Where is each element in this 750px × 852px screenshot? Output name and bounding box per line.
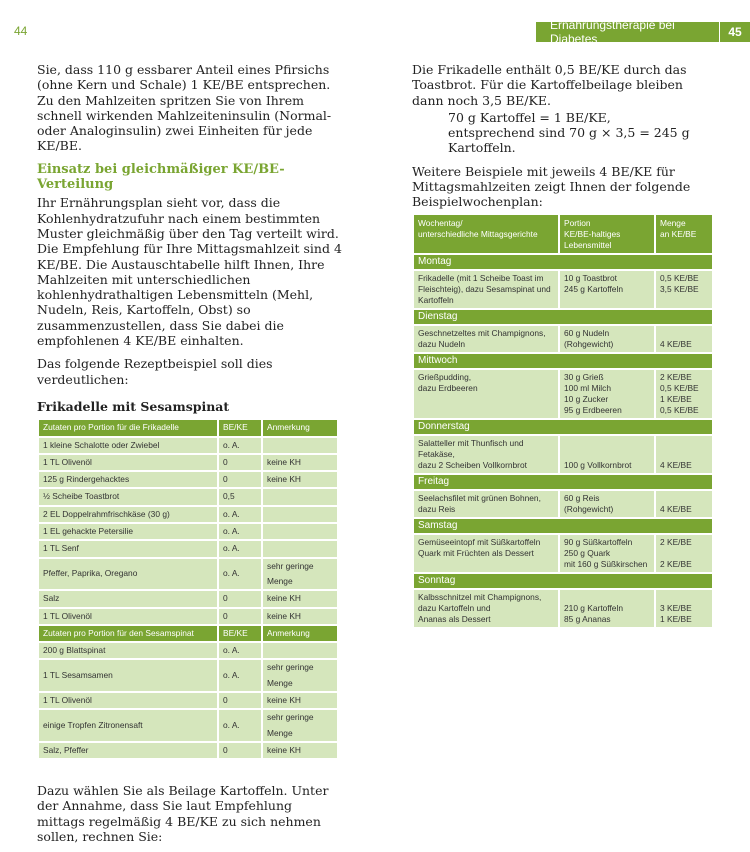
- table-cell: keine KH: [262, 471, 338, 488]
- day-row-dienstag: Dienstag: [413, 309, 713, 325]
- table-row: [38, 692, 338, 709]
- recipe-table-header: [38, 419, 338, 436]
- table-cell: 1 kleine Schalotte oder Zwiebel: [38, 437, 218, 454]
- day-row-montag: Montag: [413, 254, 713, 270]
- table-row: [38, 523, 338, 540]
- table-cell: o. A.: [218, 506, 262, 523]
- table-cell: [262, 488, 338, 505]
- table-cell: 0: [218, 590, 262, 607]
- table-cell: 0: [218, 454, 262, 471]
- table-row: [38, 608, 338, 625]
- table-row: [413, 490, 713, 518]
- table-cell: [262, 506, 338, 523]
- table-row: [38, 742, 338, 759]
- page-number-right: 45: [728, 25, 742, 39]
- left-column: [37, 62, 343, 852]
- running-header-title: Ernährungstherapie bei Diabetes: [550, 18, 675, 46]
- table-row: [38, 659, 338, 692]
- table-cell: 2 KE/BE 2 KE/BE: [655, 534, 713, 573]
- table-cell: 1 TL Olivenöl: [38, 692, 218, 709]
- table-cell: o. A.: [218, 558, 262, 591]
- table-row: [413, 325, 713, 353]
- table-cell: 100 g Vollkornbrot: [559, 435, 655, 474]
- column-header: Portion KE/BE-haltiges Lebensmittel: [559, 214, 655, 254]
- table-row: [38, 471, 338, 488]
- table-cell: 4 KE/BE: [655, 325, 713, 353]
- table-cell: keine KH: [262, 590, 338, 607]
- section-heading: Einsatz bei gleichmäßiger KE/BE-Verteilung: [37, 161, 285, 193]
- table-cell: 0: [218, 692, 262, 709]
- table-cell: [262, 642, 338, 659]
- table-cell: ½ Scheibe Toastbrot: [38, 488, 218, 505]
- table-cell: 4 KE/BE: [655, 490, 713, 518]
- running-header: [536, 18, 750, 46]
- table-row: [38, 642, 338, 659]
- table-cell: 0: [218, 608, 262, 625]
- table-cell: 10 g Toastbrot 245 g Kartoffeln: [559, 270, 655, 309]
- table-row: [38, 709, 338, 742]
- table-cell: keine KH: [262, 454, 338, 471]
- table-cell: o. A.: [218, 642, 262, 659]
- table-row: [38, 558, 338, 591]
- page-number-left: 44: [14, 24, 28, 38]
- table-cell: 1 EL gehackte Petersilie: [38, 523, 218, 540]
- table-cell: sehr geringe Menge: [262, 709, 338, 742]
- plan-table-header: [413, 214, 713, 254]
- table-cell: 2 KE/BE 0,5 KE/BE 1 KE/BE 0,5 KE/BE: [655, 369, 713, 419]
- table-cell: o. A.: [218, 540, 262, 557]
- table-cell: 1 TL Senf: [38, 540, 218, 557]
- table-cell: [262, 523, 338, 540]
- table-row: [413, 270, 713, 309]
- table-cell: 210 g Kartoffeln 85 g Ananas: [559, 589, 655, 628]
- table-row: [413, 589, 713, 628]
- table-cell: 200 g Blattspinat: [38, 642, 218, 659]
- table-cell: einige Tropfen Zitronensaft: [38, 709, 218, 742]
- table-cell: o. A.: [218, 659, 262, 692]
- column-header: Zutaten pro Portion für den Sesamspinat: [38, 625, 218, 642]
- recipe-title: Frikadelle mit Sesamspinat: [37, 398, 230, 414]
- table-cell: [262, 437, 338, 454]
- right-paragraph-2: Weitere Beispiele mit jeweils 4 BE/KE für Mittagsmahlzeiten zeigt Ihnen der folgende Beispielwochenplan:: [412, 163, 691, 210]
- table-cell: [262, 540, 338, 557]
- table-cell: Geschnetzeltes mit Champignons, dazu Nudeln: [413, 325, 559, 353]
- table-cell: Seelachsfilet mit grünen Bohnen, dazu Reis: [413, 490, 559, 518]
- table-cell: keine KH: [262, 692, 338, 709]
- weekly-meal-plan-table: [412, 213, 714, 629]
- table-cell: Salatteller mit Thunfisch und Fetakäse, dazu 2 Scheiben Vollkornbrot: [413, 435, 559, 474]
- table-cell: 1 TL Sesamsamen: [38, 659, 218, 692]
- day-row-samstag: Samstag: [413, 518, 713, 534]
- table-cell: Grießpudding, dazu Erdbeeren: [413, 369, 559, 419]
- table-row: [38, 540, 338, 557]
- table-cell: 60 g Nudeln (Rohgewicht): [559, 325, 655, 353]
- calculation-line-2: entsprechend sind 70 g × 3,5 = 245 g Kartoffeln.: [448, 125, 690, 156]
- recipe-table-header: [38, 625, 338, 642]
- table-cell: Salz: [38, 590, 218, 607]
- table-cell: o. A.: [218, 523, 262, 540]
- table-cell: 0,5: [218, 488, 262, 505]
- column-header: Wochentag/ unterschiedliche Mittagsgerichte: [413, 214, 559, 254]
- column-header: Zutaten pro Portion für die Frikadelle: [38, 419, 218, 436]
- table-cell: 3 KE/BE 1 KE/BE: [655, 589, 713, 628]
- table-cell: o. A.: [218, 437, 262, 454]
- body-paragraph-1: Ihr Ernährungsplan sieht vor, dass die Kohlenhydratzufuhr nach einem bestimmten Muster gleichmäßig über den Tag verteilt wird. Die Empfehlung für Ihre Mittagsmahlzeit sind 4 KE/BE. Die Austauschtabelle hilft Ihnen, Ihre Mahlzeiten mit unterschiedlichen kohlenhydrathaltigen Lebensmitteln (Mehl, Nudeln, Reis, Kartoffeln, Obst) so zusammenzustellen, dass Sie dabei die empfohlenen 4 KE/BE einhalten.: [37, 195, 342, 349]
- day-row-sonntag: Sonntag: [413, 573, 713, 589]
- body-paragraph-2: Das folgende Rezeptbeispiel soll dies verdeutlichen:: [37, 356, 273, 387]
- table-cell: o. A.: [218, 709, 262, 742]
- table-cell: Frikadelle (mit 1 Scheibe Toast im Fleischteig), dazu Sesamspinat und Kartoffeln: [413, 270, 559, 309]
- table-cell: sehr geringe Menge: [262, 558, 338, 591]
- table-cell: 0,5 KE/BE 3,5 KE/BE: [655, 270, 713, 309]
- column-header: Anmerkung: [262, 625, 338, 642]
- table-cell: 30 g Grieß 100 ml Milch 10 g Zucker 95 g Erdbeeren: [559, 369, 655, 419]
- table-cell: Kalbsschnitzel mit Champignons, dazu Kartoffeln und Ananas als Dessert: [413, 589, 559, 628]
- table-row: [413, 369, 713, 419]
- column-header: Menge an KE/BE: [655, 214, 713, 254]
- table-row: [413, 534, 713, 573]
- table-cell: Gemüseeintopf mit Süßkartoffeln Quark mit Früchten als Dessert: [413, 534, 559, 573]
- table-cell: 4 KE/BE: [655, 435, 713, 474]
- table-cell: 90 g Süßkartoffeln 250 g Quark mit 160 g Süßkirschen: [559, 534, 655, 573]
- intro-paragraph: Sie, dass 110 g essbarer Anteil eines Pfirsichs (ohne Kern und Schale) 1 KE/BE entsprechen. Zu den Mahlzeiten spritzen Sie von Ihrem schnell wirkenden Mahlzeiteninsulin (Normal- oder Analoginsulin) zwei Einheiten für jede KE/BE.: [37, 62, 332, 154]
- table-cell: Salz, Pfeffer: [38, 742, 218, 759]
- table-row: [413, 435, 713, 474]
- table-cell: 0: [218, 742, 262, 759]
- table-row: [38, 437, 338, 454]
- body-paragraph-3: Dazu wählen Sie als Beilage Kartoffeln. Unter der Annahme, dass Sie laut Empfehlung mittags regelmäßig 4 BE/KE zu sich nehmen sollen, rechnen Sie:: [37, 783, 329, 845]
- right-column: [412, 62, 714, 629]
- recipe-ingredient-table: [37, 418, 339, 760]
- table-cell: 1 TL Olivenöl: [38, 454, 218, 471]
- day-row-freitag: Freitag: [413, 474, 713, 490]
- table-cell: Pfeffer, Paprika, Oregano: [38, 558, 218, 591]
- column-header: Anmerkung: [262, 419, 338, 436]
- table-cell: 1 TL Olivenöl: [38, 608, 218, 625]
- table-cell: 60 g Reis (Rohgewicht): [559, 490, 655, 518]
- right-paragraph-1: Die Frikadelle enthält 0,5 BE/KE durch das Toastbrot. Für die Kartoffelbeilage bleiben dann noch 3,5 BE/KE.: [412, 62, 687, 108]
- day-row-donnerstag: Donnerstag: [413, 419, 713, 435]
- calculation-line-1: 70 g Kartoffel = 1 BE/KE,: [448, 109, 611, 125]
- column-header: BE/KE: [218, 419, 262, 436]
- table-cell: sehr geringe Menge: [262, 659, 338, 692]
- table-row: [38, 488, 338, 505]
- table-cell: 2 EL Doppelrahmfrischkäse (30 g): [38, 506, 218, 523]
- table-cell: 0: [218, 471, 262, 488]
- table-cell: 125 g Rindergehacktes: [38, 471, 218, 488]
- day-row-mittwoch: Mittwoch: [413, 353, 713, 369]
- table-row: [38, 454, 338, 471]
- table-row: [38, 590, 338, 607]
- table-cell: keine KH: [262, 608, 338, 625]
- table-cell: keine KH: [262, 742, 338, 759]
- column-header: BE/KE: [218, 625, 262, 642]
- table-row: [38, 506, 338, 523]
